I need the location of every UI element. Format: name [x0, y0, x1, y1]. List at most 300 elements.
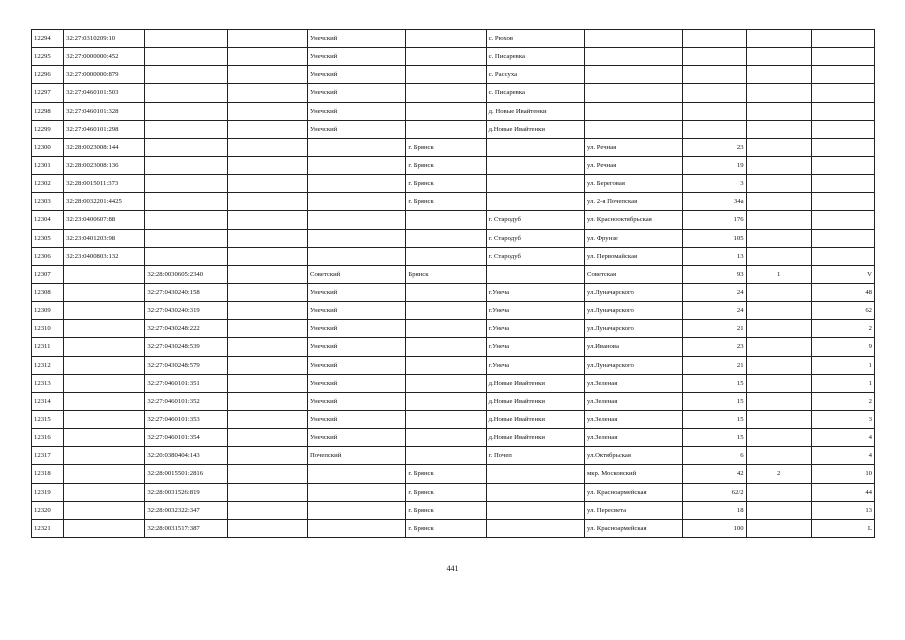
apartment-cell: 13 [811, 501, 874, 519]
settlement-cell: д.Новые Ивайтенки [486, 429, 584, 447]
empty-cell [227, 320, 307, 338]
empty-cell [227, 193, 307, 211]
empty-cell [227, 392, 307, 410]
cadastral-number-alt-cell [145, 84, 227, 102]
city-cell [406, 283, 486, 301]
empty-cell [227, 138, 307, 156]
district-cell: Унечский [307, 338, 405, 356]
cadastral-number-cell [64, 320, 145, 338]
district-cell: Унечский [307, 84, 405, 102]
cadastral-number-alt-cell: 32:27:0430240:319 [145, 302, 227, 320]
apartment-cell: V [811, 265, 874, 283]
building-cell [746, 501, 811, 519]
cadastral-number-cell: 32:27:0460101:503 [64, 84, 145, 102]
row-number-cell: 12311 [32, 338, 64, 356]
house-number-cell: 21 [683, 356, 746, 374]
house-number-cell: 21 [683, 320, 746, 338]
cadastral-number-cell: 32:27:0000000:452 [64, 48, 145, 66]
cadastral-number-cell: 32:27:0310209:10 [64, 30, 145, 48]
house-number-cell: 15 [683, 392, 746, 410]
house-number-cell [683, 84, 746, 102]
house-number-cell: 15 [683, 410, 746, 428]
street-cell: ул. Речная [585, 138, 683, 156]
empty-cell [227, 447, 307, 465]
building-cell [746, 392, 811, 410]
register-table [31, 29, 875, 538]
settlement-cell [486, 156, 584, 174]
building-cell [746, 102, 811, 120]
cadastral-number-cell: 32:23:0400803:132 [64, 247, 145, 265]
building-cell [746, 447, 811, 465]
street-cell: ул. 2-я Почепская [585, 193, 683, 211]
row-number-cell: 12312 [32, 356, 64, 374]
street-cell: ул.Луначарского [585, 320, 683, 338]
cadastral-number-cell [64, 302, 145, 320]
district-cell: Унечский [307, 30, 405, 48]
district-cell [307, 483, 405, 501]
district-cell [307, 501, 405, 519]
table-row [32, 175, 875, 193]
cadastral-number-cell: 32:23:0400607:88 [64, 211, 145, 229]
building-cell [746, 320, 811, 338]
apartment-cell [811, 156, 874, 174]
table-row [32, 120, 875, 138]
settlement-cell [486, 501, 584, 519]
district-cell [307, 193, 405, 211]
district-cell [307, 156, 405, 174]
city-cell [406, 374, 486, 392]
cadastral-number-cell: 32:27:0460101:298 [64, 120, 145, 138]
house-number-cell [683, 66, 746, 84]
empty-cell [227, 283, 307, 301]
building-cell [746, 247, 811, 265]
cadastral-number-alt-cell: 32:28:0030605:2340 [145, 265, 227, 283]
house-number-cell: 93 [683, 265, 746, 283]
settlement-cell: г. Стародуб [486, 211, 584, 229]
empty-cell [227, 120, 307, 138]
street-cell: ул. Речная [585, 156, 683, 174]
empty-cell [227, 429, 307, 447]
cadastral-number-alt-cell: 32:28:0032322:347 [145, 501, 227, 519]
street-cell: ул. Береговая [585, 175, 683, 193]
row-number-cell: 12299 [32, 120, 64, 138]
street-cell: ул.Иванова [585, 338, 683, 356]
settlement-cell [486, 175, 584, 193]
district-cell: Унечский [307, 302, 405, 320]
district-cell [307, 229, 405, 247]
row-number-cell: 12315 [32, 410, 64, 428]
district-cell: Унечский [307, 320, 405, 338]
street-cell [585, 30, 683, 48]
city-cell: г. Брянск [406, 175, 486, 193]
table-row [32, 302, 875, 320]
cadastral-number-alt-cell: 32:27:0430248:579 [145, 356, 227, 374]
house-number-cell: 34а [683, 193, 746, 211]
settlement-cell: с. Рассуха [486, 66, 584, 84]
district-cell [307, 138, 405, 156]
empty-cell [227, 356, 307, 374]
cadastral-number-alt-cell: 32:28:0015501:2816 [145, 465, 227, 483]
table-row [32, 138, 875, 156]
table-row [32, 30, 875, 48]
city-cell [406, 447, 486, 465]
street-cell: ул.Зеленая [585, 410, 683, 428]
row-number-cell: 12302 [32, 175, 64, 193]
row-number-cell: 12306 [32, 247, 64, 265]
cadastral-number-alt-cell [145, 138, 227, 156]
house-number-cell [683, 120, 746, 138]
house-number-cell: 6 [683, 447, 746, 465]
cadastral-number-cell: 32:28:0015011:373 [64, 175, 145, 193]
district-cell: Унечский [307, 66, 405, 84]
table-body [32, 30, 875, 538]
district-cell: Унечский [307, 429, 405, 447]
cadastral-number-alt-cell [145, 48, 227, 66]
row-number-cell: 12304 [32, 211, 64, 229]
city-cell: г. Брянск [406, 501, 486, 519]
house-number-cell [683, 48, 746, 66]
cadastral-number-alt-cell [145, 30, 227, 48]
district-cell: Унечский [307, 102, 405, 120]
house-number-cell: 24 [683, 302, 746, 320]
settlement-cell: г.Унеча [486, 283, 584, 301]
city-cell [406, 392, 486, 410]
building-cell [746, 338, 811, 356]
table-row [32, 465, 875, 483]
empty-cell [227, 302, 307, 320]
district-cell: Унечский [307, 356, 405, 374]
cadastral-number-cell [64, 429, 145, 447]
empty-cell [227, 30, 307, 48]
apartment-cell: 4 [811, 447, 874, 465]
row-number-cell: 12295 [32, 48, 64, 66]
cadastral-number-alt-cell: 32:28:0031526:819 [145, 483, 227, 501]
apartment-cell [811, 138, 874, 156]
empty-cell [227, 247, 307, 265]
empty-cell [227, 102, 307, 120]
settlement-cell: г. Стародуб [486, 229, 584, 247]
table-row [32, 392, 875, 410]
cadastral-number-alt-cell [145, 102, 227, 120]
building-cell [746, 283, 811, 301]
settlement-cell [486, 265, 584, 283]
cadastral-number-alt-cell [145, 120, 227, 138]
district-cell: Унечский [307, 120, 405, 138]
building-cell [746, 156, 811, 174]
building-cell: 1 [746, 265, 811, 283]
table-row [32, 265, 875, 283]
cadastral-number-alt-cell: 32:28:0031517:387 [145, 519, 227, 537]
table-row [32, 447, 875, 465]
row-number-cell: 12319 [32, 483, 64, 501]
row-number-cell: 12305 [32, 229, 64, 247]
city-cell: г. Брянск [406, 483, 486, 501]
district-cell: Унечский [307, 283, 405, 301]
apartment-cell: 4 [811, 429, 874, 447]
house-number-cell [683, 102, 746, 120]
table-row [32, 211, 875, 229]
cadastral-number-cell: 32:28:0032201:4425 [64, 193, 145, 211]
apartment-cell: 1 [811, 374, 874, 392]
building-cell [746, 229, 811, 247]
cadastral-number-cell: 32:28:0023008:136 [64, 156, 145, 174]
street-cell: ул. Красноармейская [585, 519, 683, 537]
cadastral-number-cell: 32:27:0460101:328 [64, 102, 145, 120]
cadastral-number-alt-cell: 32:27:0430248:539 [145, 338, 227, 356]
apartment-cell [811, 247, 874, 265]
empty-cell [227, 265, 307, 283]
empty-cell [227, 410, 307, 428]
city-cell [406, 120, 486, 138]
row-number-cell: 12300 [32, 138, 64, 156]
house-number-cell: 19 [683, 156, 746, 174]
building-cell [746, 374, 811, 392]
building-cell: 2 [746, 465, 811, 483]
city-cell [406, 84, 486, 102]
cadastral-number-cell [64, 392, 145, 410]
apartment-cell [811, 229, 874, 247]
cadastral-number-alt-cell: 32:27:0460101:354 [145, 429, 227, 447]
empty-cell [227, 48, 307, 66]
building-cell [746, 175, 811, 193]
building-cell [746, 356, 811, 374]
row-number-cell: 12316 [32, 429, 64, 447]
settlement-cell: г.Унеча [486, 338, 584, 356]
row-number-cell: 12317 [32, 447, 64, 465]
street-cell: ул.Луначарского [585, 356, 683, 374]
street-cell: ул. Фрунзе [585, 229, 683, 247]
row-number-cell: 12307 [32, 265, 64, 283]
apartment-cell: 10 [811, 465, 874, 483]
cadastral-number-cell [64, 447, 145, 465]
city-cell [406, 48, 486, 66]
house-number-cell: 100 [683, 519, 746, 537]
table-row [32, 338, 875, 356]
cadastral-number-cell [64, 283, 145, 301]
building-cell [746, 48, 811, 66]
table-row [32, 410, 875, 428]
settlement-cell: с. Рюхов [486, 30, 584, 48]
cadastral-number-cell: 32:23:0401203:98 [64, 229, 145, 247]
empty-cell [227, 66, 307, 84]
house-number-cell: 24 [683, 283, 746, 301]
district-cell: Унечский [307, 410, 405, 428]
cadastral-number-alt-cell: 32:27:0460101:352 [145, 392, 227, 410]
empty-cell [227, 519, 307, 537]
city-cell [406, 211, 486, 229]
row-number-cell: 12313 [32, 374, 64, 392]
city-cell [406, 356, 486, 374]
district-cell [307, 175, 405, 193]
cadastral-number-alt-cell: 32:27:0430240:158 [145, 283, 227, 301]
table-row [32, 501, 875, 519]
district-cell: Унечский [307, 48, 405, 66]
building-cell [746, 483, 811, 501]
cadastral-number-cell: 32:27:0000000:879 [64, 66, 145, 84]
settlement-cell: д.Новые Ивайтенки [486, 120, 584, 138]
cadastral-number-alt-cell [145, 175, 227, 193]
table-row [32, 66, 875, 84]
empty-cell [227, 175, 307, 193]
table-row [32, 84, 875, 102]
city-cell [406, 102, 486, 120]
apartment-cell [811, 193, 874, 211]
empty-cell [227, 84, 307, 102]
cadastral-number-cell [64, 356, 145, 374]
apartment-cell: L [811, 519, 874, 537]
street-cell: ул. Краснооктябрьская [585, 211, 683, 229]
apartment-cell: 1 [811, 356, 874, 374]
table-row [32, 229, 875, 247]
street-cell: ул. Красноармейская [585, 483, 683, 501]
building-cell [746, 519, 811, 537]
row-number-cell: 12320 [32, 501, 64, 519]
house-number-cell: 18 [683, 501, 746, 519]
city-cell [406, 302, 486, 320]
house-number-cell: 23 [683, 338, 746, 356]
house-number-cell: 15 [683, 374, 746, 392]
table-row [32, 102, 875, 120]
cadastral-number-alt-cell [145, 229, 227, 247]
cadastral-number-cell [64, 410, 145, 428]
table-row [32, 519, 875, 537]
city-cell: г. Брянск [406, 138, 486, 156]
building-cell [746, 84, 811, 102]
table-row [32, 483, 875, 501]
table-row [32, 320, 875, 338]
empty-cell [227, 374, 307, 392]
building-cell [746, 30, 811, 48]
district-cell: Почепский [307, 447, 405, 465]
apartment-cell: 3 [811, 410, 874, 428]
street-cell: ул.Луначарского [585, 302, 683, 320]
table-row [32, 374, 875, 392]
settlement-cell [486, 465, 584, 483]
house-number-cell: 42 [683, 465, 746, 483]
street-cell: ул.Луначарского [585, 283, 683, 301]
empty-cell [227, 501, 307, 519]
cadastral-number-cell [64, 338, 145, 356]
house-number-cell [683, 30, 746, 48]
settlement-cell: д. Новые Ивайтенки [486, 102, 584, 120]
empty-cell [227, 229, 307, 247]
street-cell: ул.Октябрьская [585, 447, 683, 465]
building-cell [746, 211, 811, 229]
settlement-cell: г.Унеча [486, 356, 584, 374]
house-number-cell: 176 [683, 211, 746, 229]
cadastral-number-cell [64, 265, 145, 283]
settlement-cell: г. Почеп [486, 447, 584, 465]
row-number-cell: 12301 [32, 156, 64, 174]
row-number-cell: 12303 [32, 193, 64, 211]
table-row [32, 193, 875, 211]
building-cell [746, 193, 811, 211]
city-cell [406, 247, 486, 265]
house-number-cell: 13 [683, 247, 746, 265]
table-row [32, 283, 875, 301]
district-cell: Советский [307, 265, 405, 283]
street-cell: ул. Пересвета [585, 501, 683, 519]
settlement-cell: г. Стародуб [486, 247, 584, 265]
apartment-cell [811, 48, 874, 66]
settlement-cell: д.Новые Ивайтенки [486, 374, 584, 392]
table-row [32, 156, 875, 174]
apartment-cell [811, 102, 874, 120]
building-cell [746, 66, 811, 84]
apartment-cell: 48 [811, 283, 874, 301]
city-cell [406, 429, 486, 447]
empty-cell [227, 211, 307, 229]
building-cell [746, 138, 811, 156]
city-cell: г. Брянск [406, 519, 486, 537]
building-cell [746, 120, 811, 138]
cadastral-number-alt-cell: 32:20:0380404:143 [145, 447, 227, 465]
row-number-cell: 12314 [32, 392, 64, 410]
street-cell [585, 102, 683, 120]
city-cell: г. Брянск [406, 193, 486, 211]
cadastral-number-cell [64, 465, 145, 483]
settlement-cell: г.Унеча [486, 320, 584, 338]
city-cell [406, 30, 486, 48]
house-number-cell: 62/2 [683, 483, 746, 501]
apartment-cell [811, 211, 874, 229]
table-row [32, 48, 875, 66]
empty-cell [227, 483, 307, 501]
district-cell [307, 247, 405, 265]
street-cell [585, 66, 683, 84]
city-cell: Брянск [406, 265, 486, 283]
building-cell [746, 302, 811, 320]
cadastral-number-cell: 32:28:0023008:144 [64, 138, 145, 156]
apartment-cell [811, 120, 874, 138]
row-number-cell: 12297 [32, 84, 64, 102]
city-cell: г. Брянск [406, 156, 486, 174]
cadastral-number-cell [64, 501, 145, 519]
apartment-cell [811, 66, 874, 84]
street-cell: мкр. Московский [585, 465, 683, 483]
cadastral-number-alt-cell [145, 156, 227, 174]
settlement-cell: с. Писаревка [486, 48, 584, 66]
apartment-cell: 2 [811, 392, 874, 410]
street-cell: Советская [585, 265, 683, 283]
page-number: 441 [446, 564, 459, 573]
district-cell [307, 465, 405, 483]
street-cell [585, 120, 683, 138]
city-cell: г. Брянск [406, 465, 486, 483]
cadastral-number-alt-cell [145, 193, 227, 211]
house-number-cell: 15 [683, 429, 746, 447]
city-cell [406, 338, 486, 356]
cadastral-number-cell [64, 374, 145, 392]
district-cell [307, 211, 405, 229]
settlement-cell [486, 193, 584, 211]
building-cell [746, 429, 811, 447]
row-number-cell: 12298 [32, 102, 64, 120]
settlement-cell [486, 483, 584, 501]
city-cell [406, 320, 486, 338]
row-number-cell: 12296 [32, 66, 64, 84]
apartment-cell: 62 [811, 302, 874, 320]
settlement-cell: г.Унеча [486, 302, 584, 320]
apartment-cell: 44 [811, 483, 874, 501]
street-cell [585, 48, 683, 66]
row-number-cell: 12318 [32, 465, 64, 483]
cadastral-number-alt-cell: 32:27:0460101:351 [145, 374, 227, 392]
city-cell [406, 229, 486, 247]
apartment-cell: 9 [811, 338, 874, 356]
cadastral-number-cell [64, 519, 145, 537]
city-cell [406, 66, 486, 84]
